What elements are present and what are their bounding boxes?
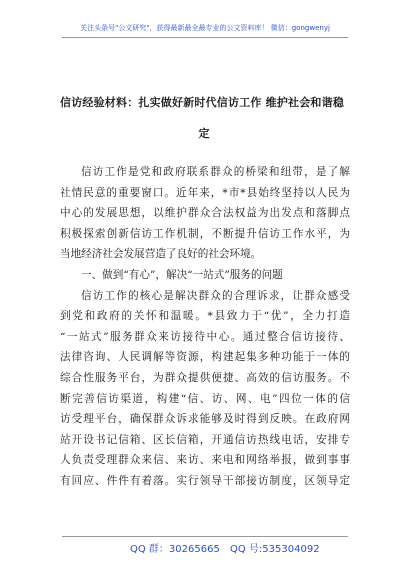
section-heading: 一、做到“有心”，解决“一站式”服务的问题 — [81, 268, 283, 281]
document-title-continued: 定 — [198, 127, 210, 140]
body-line: 有回应、件件有着落。实行领导干部接访制度，区领导定 — [60, 474, 350, 487]
body-line: 断完善信访渠道，构建“信、访、网、电”四位一体的信 — [60, 392, 350, 405]
body-line: 信访工作的核心是解决群众的合理诉求，让群众感受 — [81, 289, 350, 302]
page-header — [62, 19, 348, 38]
body-line: “一站式”服务群众来访接待中心。通过整合信访接待、 — [60, 330, 350, 343]
body-line: 积极探索创新信访工作机制，不断提升信访工作水平，为 — [60, 227, 350, 240]
body-line: 综合性服务平台，为群众提供便捷、高效的信访服务。不 — [60, 371, 350, 384]
document-title: 信访经验材料：扎实做好新时代信访工作 维护社会和谐稳 — [60, 96, 345, 109]
page-footer — [0, 536, 408, 555]
footer-qq-group: QQ 群：30265665 — [130, 544, 220, 555]
body-line: 信访工作是党和政府联系群众的桥梁和纽带，是了解 — [81, 166, 350, 178]
body-line: 到党和政府的关怀和温暖。*县致力于“优”，全力打造 — [60, 310, 350, 323]
body-line: 中心的发展思想，以维护群众合法权益为出发点和落脚点 — [60, 207, 350, 220]
body-line: 访受理平台，确保群众诉求能够及时得到反映。在政府网 — [60, 413, 350, 426]
footer-qq-number: QQ 号:535304092 — [230, 544, 320, 555]
body-line: 社情民意的重要窗口。近年来，*市*县始终坚持以人民为 — [60, 186, 350, 199]
document-body — [60, 162, 350, 492]
footer-divider — [62, 536, 348, 537]
body-line: 法律咨询、人民调解等资源，构建起集多种功能于一体的 — [60, 351, 350, 364]
body-line: 站开设书记信箱、区长信箱，开通信访热线电话，安排专 — [60, 433, 350, 446]
header-promo-text: 关注头条号"公文研究"，获得最新最全最专业的公文资料库！ 微信：gongwenyj — [80, 24, 330, 32]
body-line: 当地经济社会发展营造了良好的社会环境。 — [60, 248, 262, 261]
body-line: 人负责受理群众来信、来访、来电和网络举报，做到事事 — [60, 454, 350, 467]
